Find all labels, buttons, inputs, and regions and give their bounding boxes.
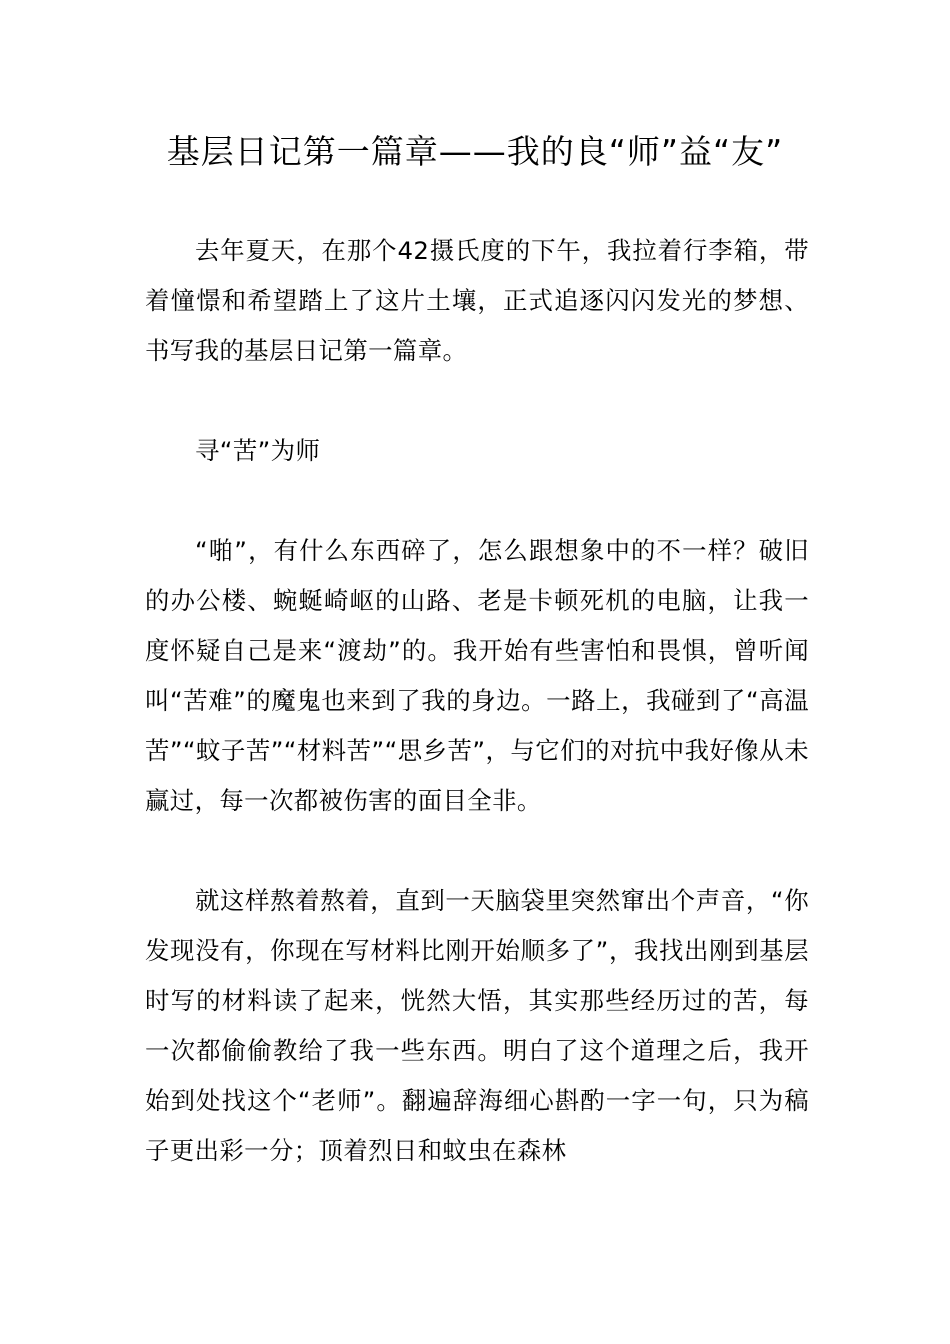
paragraph-hardships: “啪”，有什么东西碎了，怎么跟想象中的不一样？破旧的办公楼、蜿蜒崎岖的山路、老是卡顿死机的电脑，让我一度怀疑自己是来“渡劫”的。我开始有些害怕和畏惧，曾听闻叫“苦难”的魔鬼也来到了我的身边。一路上，我碰到了“高温苦”“蚊子苦”“材料苦”“思乡苦”，与它们的对抗中我好像从未赢过，每一次都被伤害的面目全非。 <box>145 536 809 815</box>
paragraph-intro: 去年夏天，在那个42摄氏度的下午，我拉着行李箱，带着憧憬和希望踏上了这片土壤，正式追逐闪闪发光的梦想、书写我的基层日记第一篇章。 <box>145 236 809 365</box>
paragraph-spacer <box>145 376 809 426</box>
paragraph-spacer <box>145 476 809 526</box>
section-heading: 寻“苦”为师 <box>195 436 321 465</box>
document-title: 基层日记第一篇章——我的良“师”益“友” <box>166 132 784 171</box>
paragraph-realization: 就这样熬着熬着，直到一天脑袋里突然窜出个声音，“你发现没有，你现在写材料比刚开始顺多了”，我找出刚到基层时写的材料读了起来，恍然大悟，其实那些经历过的苦，每一次都偷偷教给了我一些东西。明白了这个道理之后，我开始到处找这个“老师”。翻遍辞海细心斟酌一字一句，只为稿子更出彩一分；顶着烈日和蚊虫在森林 <box>145 886 809 1165</box>
paragraph-spacer <box>145 826 809 876</box>
document-body <box>145 226 809 1176</box>
